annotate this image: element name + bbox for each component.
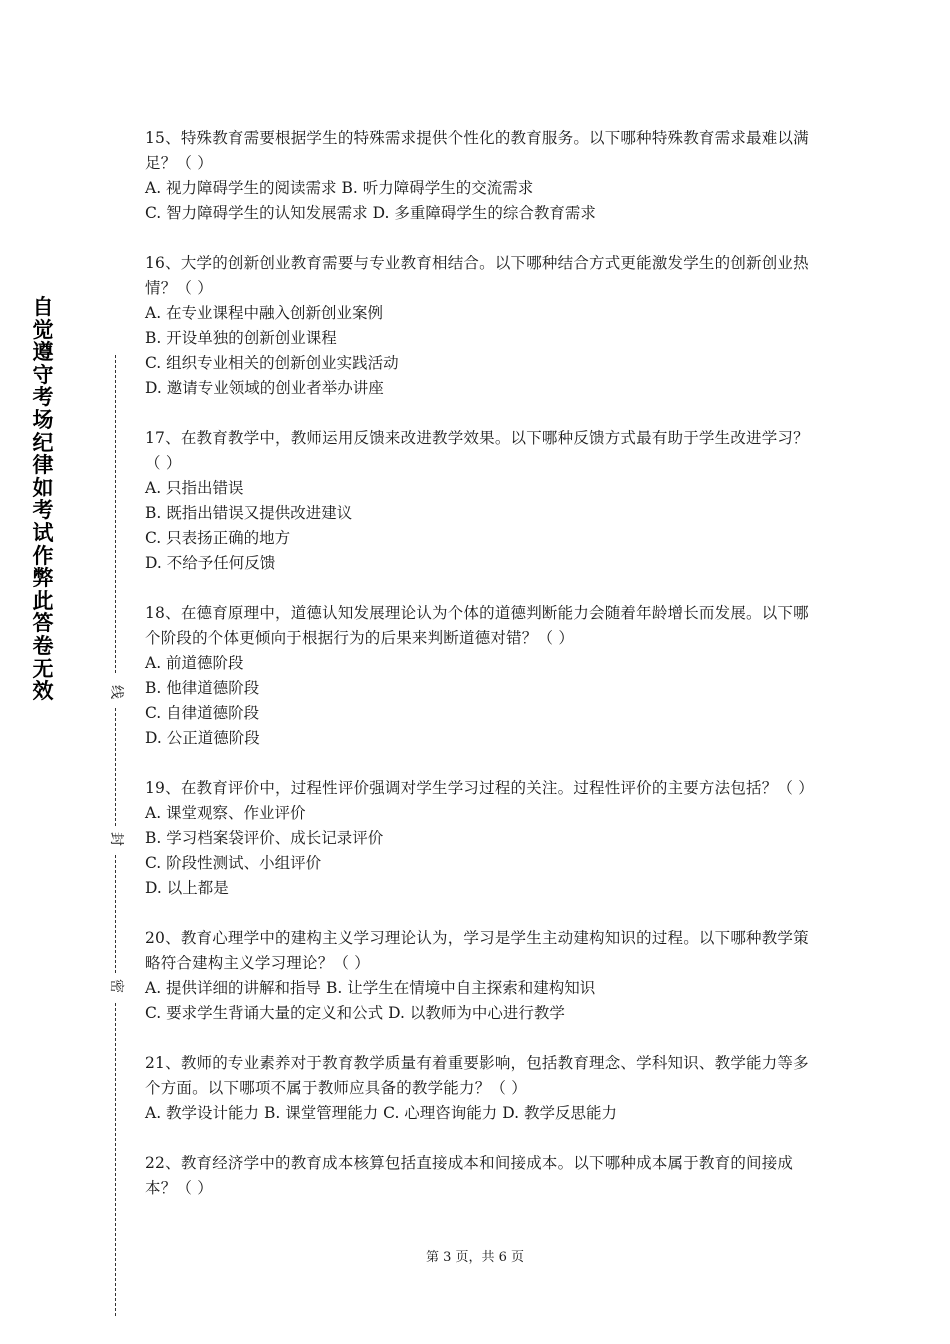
- option-line: D. 公正道德阶段: [145, 729, 260, 747]
- page-number-footer: 第 3 页，共 6 页: [425, 1250, 525, 1265]
- binding-line-segment: [115, 1003, 116, 1316]
- seal-label-feng: 封: [106, 829, 126, 849]
- question-21: [145, 1051, 815, 1126]
- question-stem: 18、在德育原理中，道德认知发展理论认为个体的道德判断能力会随着年龄增长而发展。以下哪个阶段的个体更倾向于根据行为的后果来判断道德对错？（ ）: [145, 604, 809, 647]
- question-22: [145, 1151, 815, 1201]
- option-line: B. 开设单独的创新创业课程: [145, 329, 337, 347]
- question-20: [145, 926, 815, 1026]
- question-18: [145, 601, 815, 751]
- question-list: [145, 126, 815, 1226]
- option-line: D. 邀请专业领域的创业者举办讲座: [145, 379, 384, 397]
- option-line: A. 在专业课程中融入创新创业案例: [145, 304, 384, 322]
- question-16: [145, 251, 815, 401]
- question-stem: 20、教育心理学中的建构主义学习理论认为，学习是学生主动建构知识的过程。以下哪种教学策略符合建构主义学习理论？（ ）: [145, 929, 809, 972]
- question-17: [145, 426, 815, 576]
- option-line: A. 只指出错误: [145, 479, 244, 497]
- option-line: C. 智力障碍学生的认知发展需求 D. 多重障碍学生的综合教育需求: [145, 204, 596, 222]
- question-15: [145, 126, 815, 226]
- option-line: A. 课堂观察、作业评价: [145, 804, 306, 822]
- binding-line-segment: [115, 855, 116, 973]
- option-line: C. 只表扬正确的地方: [145, 529, 291, 547]
- seal-label-mi: 密: [106, 976, 126, 996]
- question-stem: 16、大学的创新创业教育需要与专业教育相结合。以下哪种结合方式更能激发学生的创新创业热情？（ ）: [145, 254, 809, 297]
- question-stem: 17、在教育教学中，教师运用反馈来改进教学效果。以下哪种反馈方式最有助于学生改进学习？（ ）: [145, 429, 809, 472]
- option-line: B. 既指出错误又提供改进建议: [145, 504, 353, 522]
- exam-discipline-notice: 自觉遵守考场纪律如考试作弊此答卷无效: [32, 295, 54, 704]
- question-stem: 15、特殊教育需要根据学生的特殊需求提供个性化的教育服务。以下哪种特殊教育需求最难以满足？（ ）: [145, 129, 809, 172]
- option-line: D. 以上都是: [145, 879, 229, 897]
- option-line: C. 组织专业相关的创新创业实践活动: [145, 354, 399, 372]
- question-stem: 19、在教育评价中，过程性评价强调对学生学习过程的关注。过程性评价的主要方法包括？（ ）: [145, 779, 814, 797]
- option-line: C. 自律道德阶段: [145, 704, 260, 722]
- option-line: C. 要求学生背诵大量的定义和公式 D. 以教师为中心进行教学: [145, 1004, 565, 1022]
- question-19: [145, 776, 815, 901]
- option-line: C. 阶段性测试、小组评价: [145, 854, 322, 872]
- option-line: A. 前道德阶段: [145, 654, 244, 672]
- binding-line-segment: [115, 708, 116, 826]
- option-line: A. 提供详细的讲解和指导 B. 让学生在情境中自主探索和建构知识: [145, 979, 596, 997]
- option-line: A. 视力障碍学生的阅读需求 B. 听力障碍学生的交流需求: [145, 179, 534, 197]
- option-line: B. 他律道德阶段: [145, 679, 260, 697]
- option-line: A. 教学设计能力 B. 课堂管理能力 C. 心理咨询能力 D. 教学反思能力: [145, 1104, 617, 1122]
- question-stem: 21、教师的专业素养对于教育教学质量有着重要影响，包括教育理念、学科知识、教学能力等多个方面。以下哪项不属于教师应具备的教学能力？（ ）: [145, 1054, 809, 1097]
- option-line: B. 学习档案袋评价、成长记录评价: [145, 829, 384, 847]
- option-line: D. 不给予任何反馈: [145, 554, 276, 572]
- binding-line-segment: [115, 355, 116, 673]
- question-stem: 22、教育经济学中的教育成本核算包括直接成本和间接成本。以下哪种成本属于教育的间接成本？（ ）: [145, 1154, 794, 1197]
- seal-label-xian: 线: [106, 682, 126, 702]
